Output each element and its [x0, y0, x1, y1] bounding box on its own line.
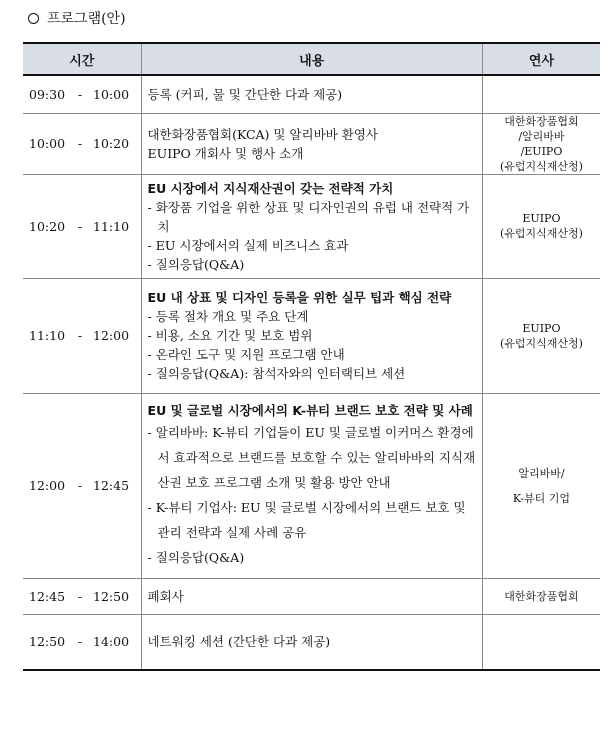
speaker-line: 대한화장품협회 — [504, 589, 579, 603]
content-line: - 온라인 도구 및 지원 프로그램 안내 — [147, 347, 345, 362]
speaker-line: /EUIPO — [520, 144, 563, 158]
start-time: 11:10 — [29, 328, 66, 343]
time-dash: - — [77, 634, 83, 650]
table-row — [23, 393, 600, 578]
table-row — [23, 578, 600, 614]
content-cell — [141, 113, 482, 174]
start-time: 12:50 — [29, 634, 66, 650]
speaker-line: 대한화장품협회 — [504, 114, 579, 128]
content-line: - EU 시장에서의 실제 비즈니스 효과 — [147, 237, 349, 253]
session-title: EU 내 상표 및 디자인 등록을 위한 실무 팁과 핵심 전략 — [147, 290, 452, 305]
content-cell — [141, 278, 482, 393]
speaker-cell — [482, 278, 600, 393]
time-cell — [23, 393, 141, 578]
content-line: - 알리바바: K-뷰티 기업들이 EU 및 글로벌 이커머스 환경에서 효과적으로 브랜드를 보호할 수 있는 알리바바의 지식재산권 보호 프로그램 소개 및 활용 방안 안내 — [147, 425, 476, 490]
speaker-cell — [482, 393, 600, 578]
time-dash: - — [77, 328, 83, 343]
table-row — [23, 614, 600, 670]
content-cell — [141, 393, 482, 578]
time-cell — [23, 113, 141, 174]
content-line: - 질의응답(Q&A) — [147, 256, 245, 272]
column-header-content: 내용 — [141, 43, 482, 75]
end-time: 12:00 — [93, 328, 130, 343]
content-cell — [141, 614, 482, 670]
end-time: 12:50 — [93, 588, 130, 604]
start-time: 10:00 — [29, 136, 66, 151]
time-cell — [23, 75, 141, 113]
speaker-cell — [482, 614, 600, 670]
column-header-speaker: 연사 — [482, 43, 600, 75]
start-time: 09:30 — [29, 86, 66, 102]
speaker-line: EUIPO — [522, 212, 561, 225]
speaker-line: /알리바바 — [518, 129, 565, 143]
end-time: 11:10 — [93, 218, 130, 234]
end-time: 12:45 — [93, 478, 130, 493]
time-dash: - — [77, 86, 83, 102]
speaker-line: EUIPO — [522, 321, 561, 335]
content-line: 대한화장품협회(KCA) 및 알리바바 환영사 — [147, 126, 378, 142]
time-cell — [23, 174, 141, 278]
session-title: EU 및 글로벌 시장에서의 K-뷰티 브랜드 보호 전략 및 사례 — [147, 403, 473, 418]
content-line: - 등록 절차 개요 및 주요 단계 — [147, 309, 309, 324]
time-cell — [23, 578, 141, 614]
speaker-cell — [482, 75, 600, 113]
time-dash: - — [77, 588, 83, 604]
start-time: 10:20 — [29, 218, 66, 234]
content-line: 폐회사 — [147, 588, 184, 604]
time-dash: - — [77, 478, 83, 493]
program-heading-text: 프로그램(안) — [47, 11, 126, 27]
speaker-line: (유럽지식재산청) — [499, 227, 583, 240]
speaker-line: K-뷰티 기업 — [512, 491, 571, 505]
circle-bullet-icon — [28, 13, 39, 24]
content-line: - 비용, 소요 기간 및 보호 범위 — [147, 328, 313, 343]
content-line: 등록 (커피, 물 및 간단한 다과 제공) — [147, 86, 343, 102]
end-time: 14:00 — [93, 634, 130, 650]
speaker-cell — [482, 174, 600, 278]
content-line: - 질의응답(Q&A) — [147, 550, 245, 565]
start-time: 12:45 — [29, 588, 66, 604]
speaker-line: (유럽지식재산청) — [499, 159, 583, 173]
program-rows — [23, 75, 600, 670]
table-row — [23, 174, 600, 278]
content-line: - K-뷰티 기업사: EU 및 글로벌 시장에서의 브랜드 보호 및 관리 전략과 실제 사례 공유 — [147, 500, 466, 540]
speaker-line: 알리바바/ — [518, 466, 565, 480]
content-line: - 질의응답(Q&A): 참석자와의 인터랙티브 세션 — [147, 366, 406, 381]
speaker-cell — [482, 113, 600, 174]
end-time: 10:00 — [93, 86, 130, 102]
table-row — [23, 113, 600, 174]
content-cell — [141, 578, 482, 614]
content-cell — [141, 174, 482, 278]
content-line: EUIPO 개회사 및 행사 소개 — [147, 145, 304, 161]
content-line: 네트워킹 세션 (간단한 다과 제공) — [147, 634, 331, 650]
time-dash: - — [77, 218, 83, 234]
time-cell — [23, 278, 141, 393]
table-header-row — [23, 43, 600, 75]
time-cell — [23, 614, 141, 670]
speaker-line: (유럽지식재산청) — [499, 336, 583, 350]
column-header-time: 시간 — [23, 43, 141, 75]
program-heading — [28, 8, 126, 28]
speaker-cell — [482, 578, 600, 614]
end-time: 10:20 — [93, 136, 130, 151]
content-line: - 화장품 기업을 위한 상표 및 디자인권의 유럽 내 전략적 가치 — [147, 199, 470, 234]
table-row — [23, 75, 600, 113]
time-dash: - — [77, 136, 83, 151]
start-time: 12:00 — [29, 478, 66, 493]
program-table — [23, 42, 600, 671]
table-row — [23, 278, 600, 393]
content-cell — [141, 75, 482, 113]
session-title: EU 시장에서 지식재산권이 갖는 전략적 가치 — [147, 180, 394, 196]
